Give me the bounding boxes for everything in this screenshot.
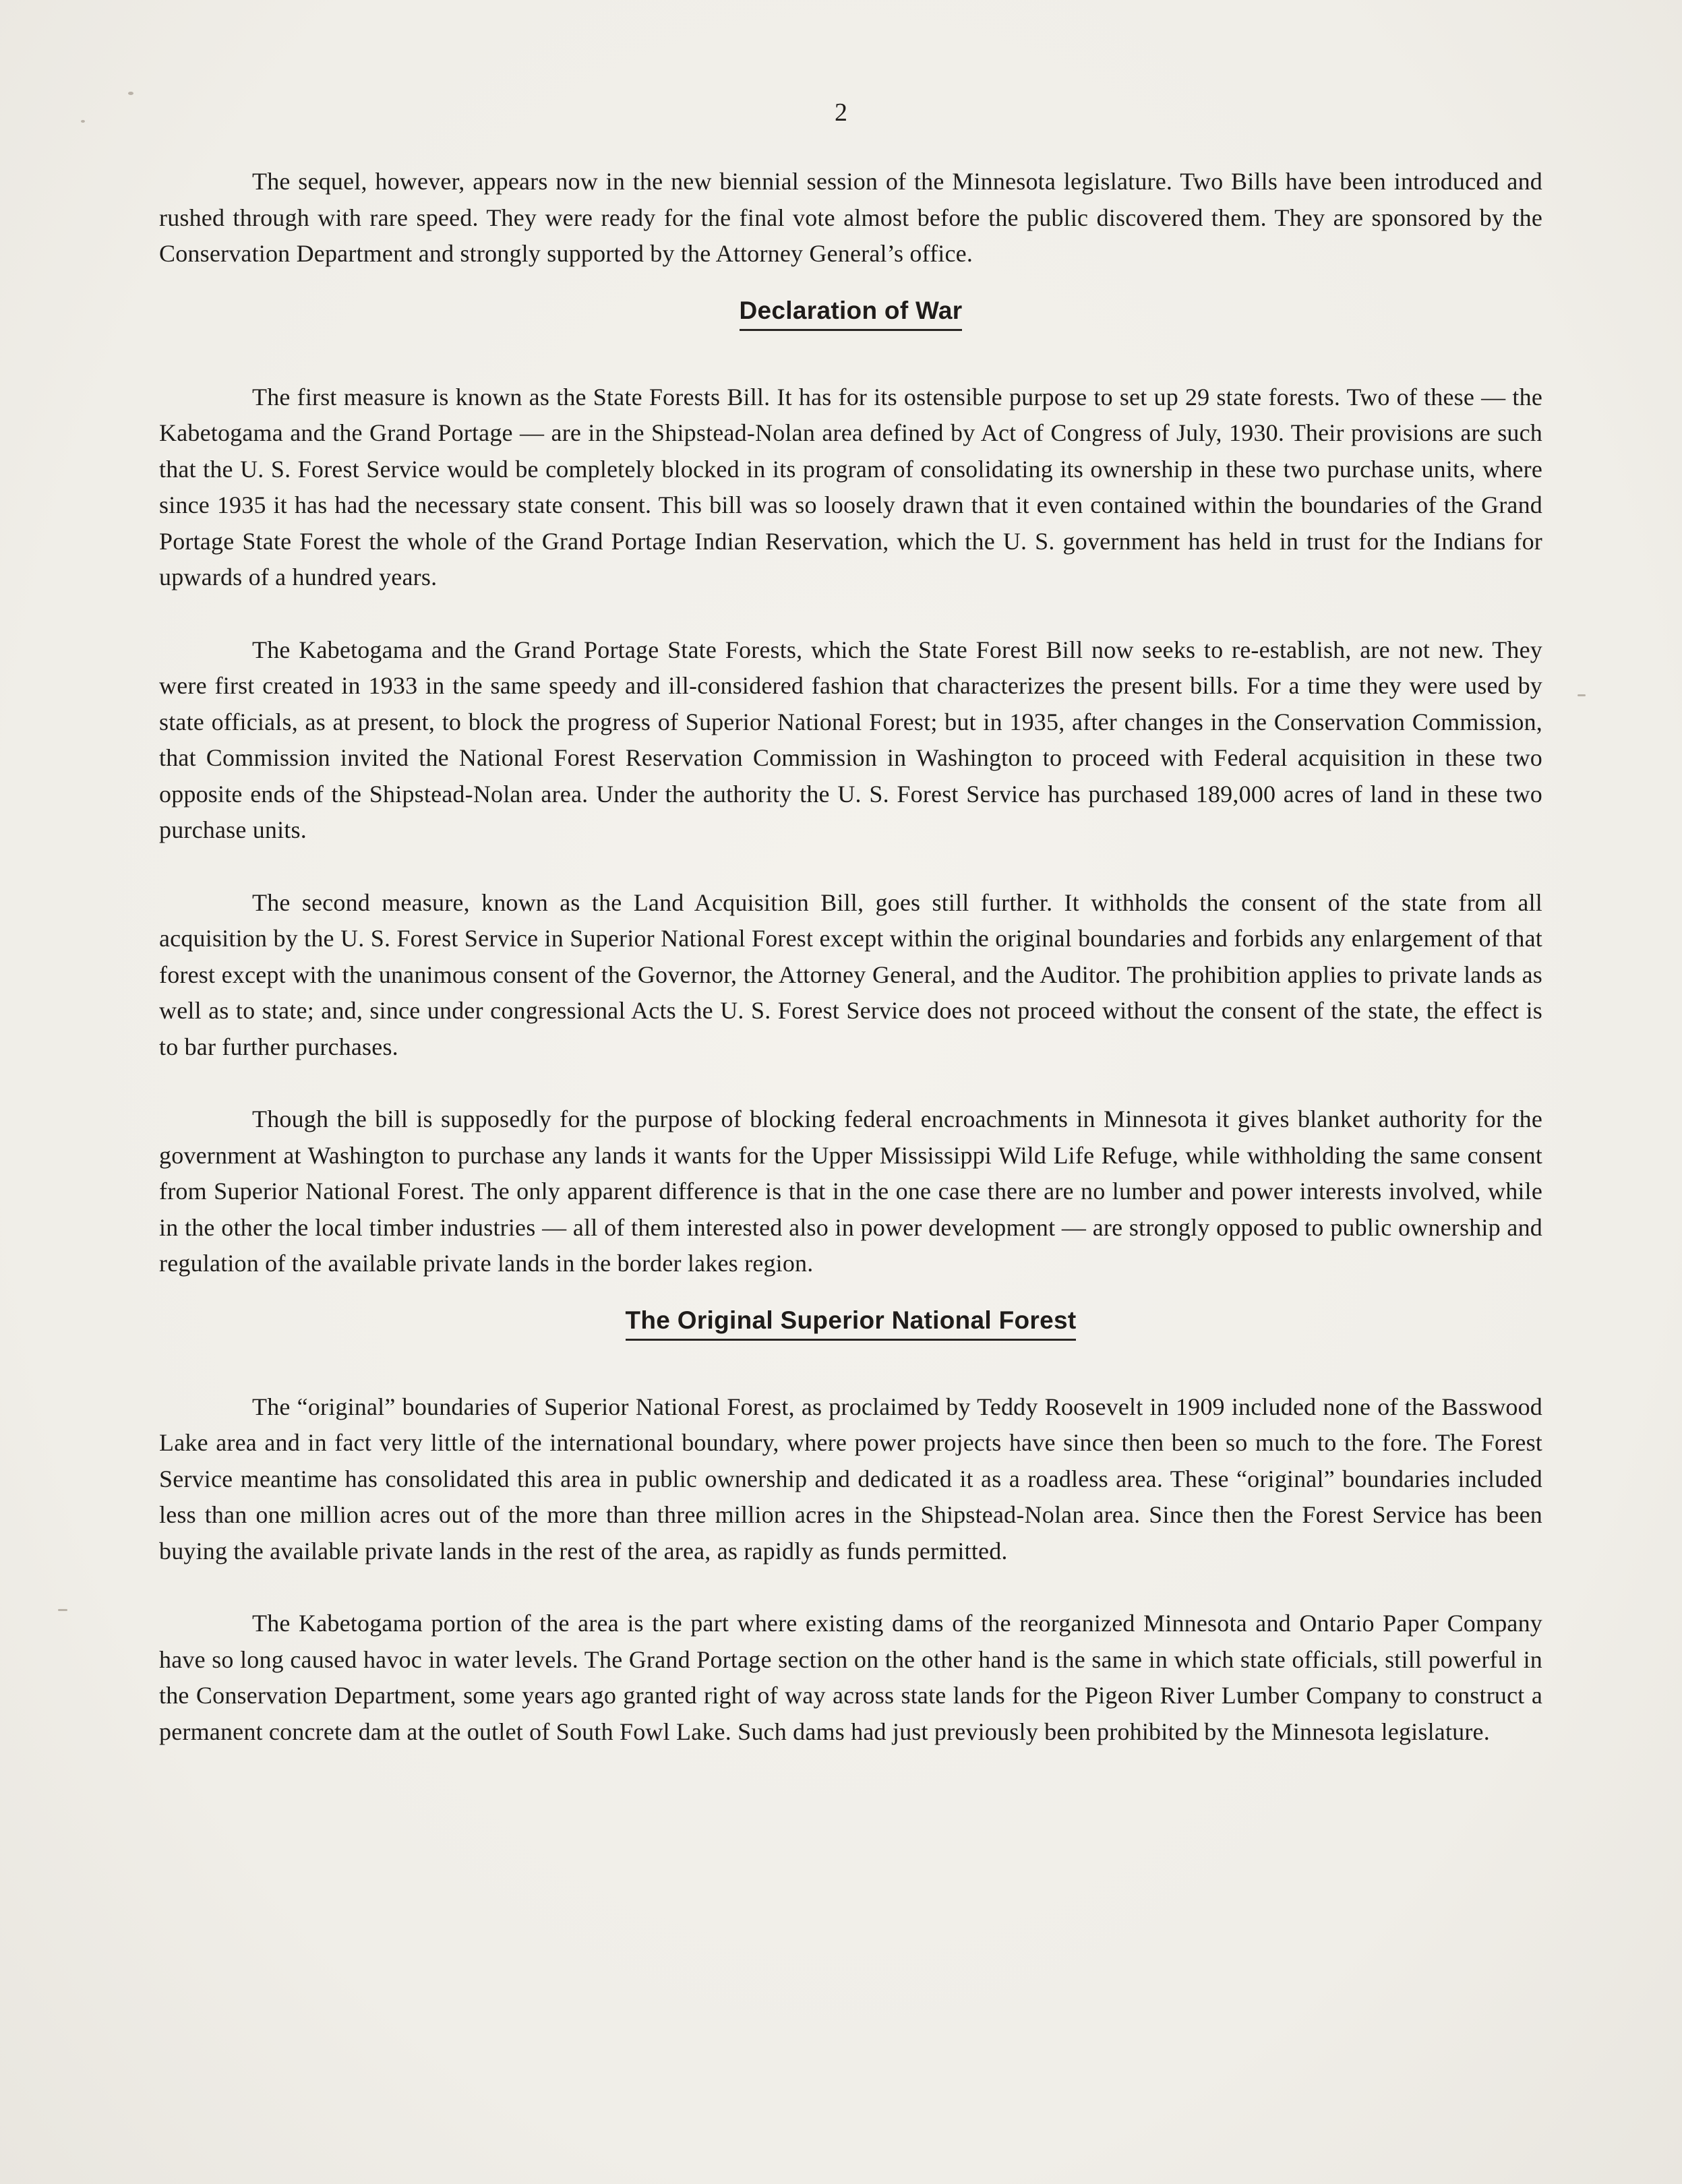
paper-speck bbox=[128, 92, 133, 95]
section-heading-wrap bbox=[159, 295, 1542, 331]
paragraph-gap bbox=[159, 1569, 1542, 1606]
paragraph-original-boundaries: The “original” boundaries of Superior National Forest, as proclaimed by Teddy Roosevelt in 1909 included none of the Basswood Lake area and in fact very little of the international boundary, where power projects have since then been so much to the fore. The Forest Service meantime has consolidated this area in public ownership and dedicated it as a roadless area. These “original” boundaries included less than one million acres out of the more than three million acres in the Shipstead-Nolan area. Since then the Forest Service has been buying the available private lands in the rest of the area, as rapidly as funds permitted. bbox=[159, 1393, 1542, 1565]
paragraph-federal-encroachments: Though the bill is supposedly for the purpose of blocking federal encroachments in Minnesota it gives blanket authority for the government at Washington to purchase any lands it wants for the Upper Mississippi Wild Life Refuge, while withholding the same consent from Superior National Forest. The only apparent difference is that in the one case there are no lumber and power interests involved, while in the other the local timber industries — all of them interested also in power development — are strongly opposed to public ownership and regulation of the available private lands in the border lakes region. bbox=[159, 1105, 1542, 1277]
section-heading-declaration-of-war: Declaration of War bbox=[740, 295, 963, 331]
paragraph-sequel: The sequel, however, appears now in the new biennial session of the Minnesota legislature. Two Bills have been introduced and rushed through with rare speed. They were ready for the final vote almost before the public discovered them. They are sponsored by the Conservation Department and strongly supported by the Attorney General’s office. bbox=[159, 168, 1542, 267]
page-number: 2 bbox=[835, 98, 847, 127]
section-heading-wrap bbox=[159, 1305, 1542, 1341]
paragraph-gap bbox=[159, 1065, 1542, 1101]
section-heading-original-superior-national-forest: The Original Superior National Forest bbox=[626, 1305, 1077, 1341]
paper-speck bbox=[58, 1609, 67, 1611]
paragraph-gap bbox=[159, 596, 1542, 632]
paragraph-land-acquisition-bill: The second measure, known as the Land Acquisition Bill, goes still further. It withholds the consent of the state from all acquisition by the U. S. Forest Service in Superior National Forest except within the original boundaries and forbids any enlargement of that forest except with the unanimous consent of the Governor, the Attorney General, and the Auditor. The prohibition applies to private lands as well as to state; and, since under congressional Acts the U. S. Forest Service does not proceed without the consent of the state, the effect is to bar further purchases. bbox=[159, 888, 1542, 1060]
paper-speck bbox=[1578, 694, 1586, 696]
paragraph-kabetogama-grand-portage: The Kabetogama and the Grand Portage State Forests, which the State Forest Bill now seeks to re-establish, are not new. They were first created in 1933 in the same speedy and ill-considered fashion that characterizes the present bills. For a time they were used by state officials, as at present, to block the progress of Superior National Forest; but in 1935, after changes in the Conservation Commission, that Commission invited the National Forest Reservation Commission in Washington to proceed with Federal acquisition in these two opposite ends of the Shipstead-Nolan area. Under the authority the U. S. Forest Service has purchased 189,000 acres of land in these two purchase units. bbox=[159, 636, 1542, 843]
paragraph-state-forests-bill: The first measure is known as the State Forests Bill. It has for its ostensible purpose to set up 29 state forests. Two of these — the Kabetogama and the Grand Portage — are in the Shipstead-Nolan area defined by Act of Congress of July, 1930. Their provisions are such that the U. S. Forest Service would be completely blocked in its program of consolidating its ownership in these two purchase units, where since 1935 it has had the necessary state consent. This bill was so loosely drawn that it even contained within the boundaries of the Grand Portage State Forest the whole of the Grand Portage Indian Reservation, which the U. S. government has held in trust for the Indians for upwards of a hundred years. bbox=[159, 383, 1542, 590]
paragraph-gap bbox=[159, 849, 1542, 885]
paragraph-kabetogama-portion: The Kabetogama portion of the area is the part where existing dams of the reorganized Minnesota and Ontario Paper Company have so long caused havoc in water levels. The Grand Portage section on the other hand is the same in which state officials, still powerful in the Conservation Department, some years ago granted right of way across state lands for the Pigeon River Lumber Company to construct a permanent concrete dam at the outlet of South Fowl Lake. Such dams had just previously been prohibited by the Minnesota legislature. bbox=[159, 1610, 1542, 1745]
document-body bbox=[159, 164, 1542, 1750]
